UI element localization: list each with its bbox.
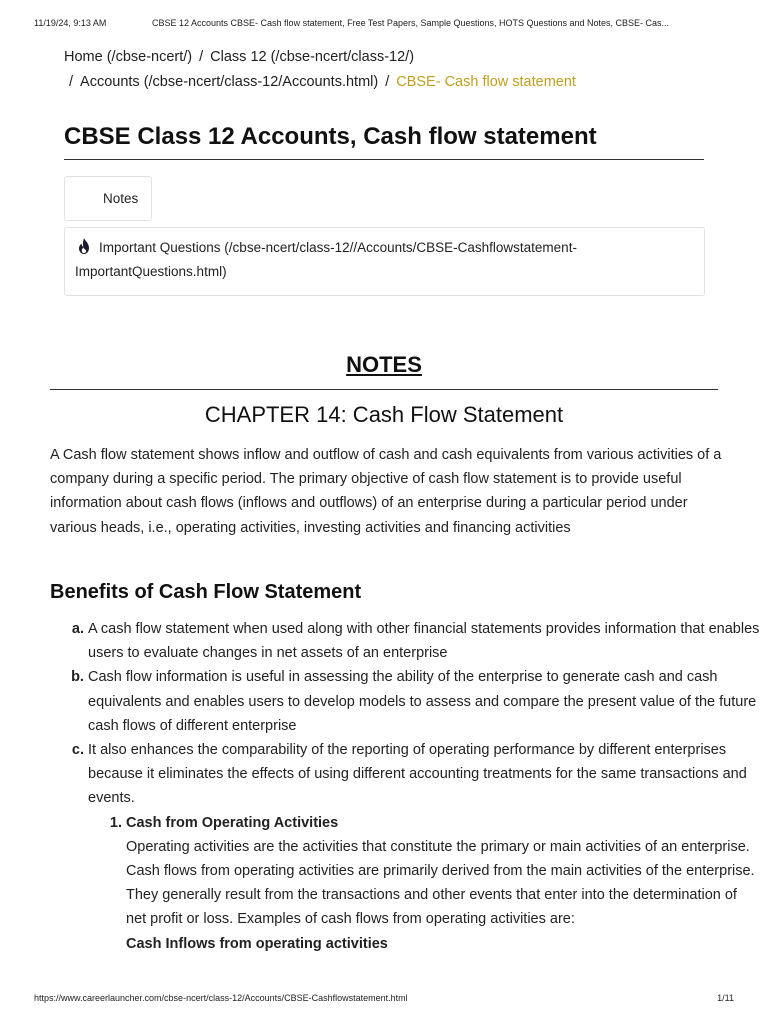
tab-important-questions[interactable] xyxy=(64,227,705,296)
benefit-item xyxy=(88,617,760,665)
activity-item-operating xyxy=(126,811,760,956)
page-title: CBSE Class 12 Accounts, Cash flow statement xyxy=(64,123,704,160)
breadcrumb xyxy=(64,45,576,94)
activities-list xyxy=(88,811,760,956)
benefits-heading: Benefits of Cash Flow Statement xyxy=(50,581,362,603)
operating-activities-title: 1. Cash from Operating Activities xyxy=(126,814,339,831)
cash-inflows-title: Cash Inflows from operating activities xyxy=(126,935,388,952)
intro-paragraph: A Cash flow statement shows inflow and outflow of cash and cash equivalents from various activities of a company during a specific period. The primary objective of cash flow statement is to provide useful information about cash flows (inflows and outflows) of an enterprise during a particular period under various heads, i.e., operating activities, investing activities and financing activities xyxy=(50,447,722,536)
print-header xyxy=(34,18,734,28)
tab-important-questions-label: Important Questions (/cbse-ncert/class-12//Accounts/CBSE-Cashflowstatement-ImportantQuestions.html) xyxy=(75,240,577,279)
chapter-heading: CHAPTER 14: Cash Flow Statement xyxy=(204,402,564,427)
breadcrumb-separator: / xyxy=(69,73,74,90)
benefit-text: Cash flow information is useful in assessing the ability of the enterprise to generate cash and cash equivalents and enables users to develop models to assess and compare the present value of the future cash flows of different enterprise xyxy=(88,669,757,734)
print-footer xyxy=(34,993,734,1003)
fire-icon xyxy=(75,237,93,255)
tab-notes[interactable] xyxy=(64,176,152,221)
divider xyxy=(50,389,718,390)
tab-notes-label: Notes xyxy=(103,191,139,206)
breadcrumb-separator: / xyxy=(199,49,204,65)
breadcrumb-accounts[interactable]: Accounts (/cbse-ncert/class-12/Accounts.html) xyxy=(80,73,379,90)
operating-activities-body: Operating activities are the activities that constitute the primary or main activities of an enterprise. Cash flows from operating activities are primarily derived from the main activities of the enterprise. They generally result from the transactions and other events that enter into the determination of net profit or loss. Examples of cash flows from operating activities are: xyxy=(126,838,755,928)
notes-heading: NOTES xyxy=(346,352,422,377)
print-page-title: CBSE 12 Accounts CBSE- Cash flow statement, Free Test Papers, Sample Questions, HOTS Questions and Notes, CBSE- Cas... xyxy=(152,18,670,28)
print-date: 11/19/24, 9:13 AM xyxy=(34,18,107,28)
breadcrumb-current: CBSE- Cash flow statement xyxy=(396,73,576,90)
benefit-text: A cash flow statement when used along with other financial statements provides information that enables users to evaluate changes in net assets of an enterprise xyxy=(88,621,760,662)
breadcrumb-separator: / xyxy=(385,73,390,90)
benefits-list xyxy=(50,617,760,956)
benefit-item xyxy=(88,665,760,738)
breadcrumb-class-12[interactable]: Class 12 (/cbse-ncert/class-12/) xyxy=(210,49,415,65)
benefit-text: It also enhances the comparability of the reporting of operating performance by different enterprises because it eliminates the effects of using different accounting treatments for the same transactions and events. xyxy=(88,742,747,807)
print-url: https://www.careerlauncher.com/cbse-ncert/class-12/Accounts/CBSE-Cashflowstatement.html xyxy=(34,993,408,1003)
print-page-number: 1/11 xyxy=(717,993,734,1003)
breadcrumb-home[interactable]: Home (/cbse-ncert/) xyxy=(64,49,193,65)
benefit-item xyxy=(88,738,760,956)
